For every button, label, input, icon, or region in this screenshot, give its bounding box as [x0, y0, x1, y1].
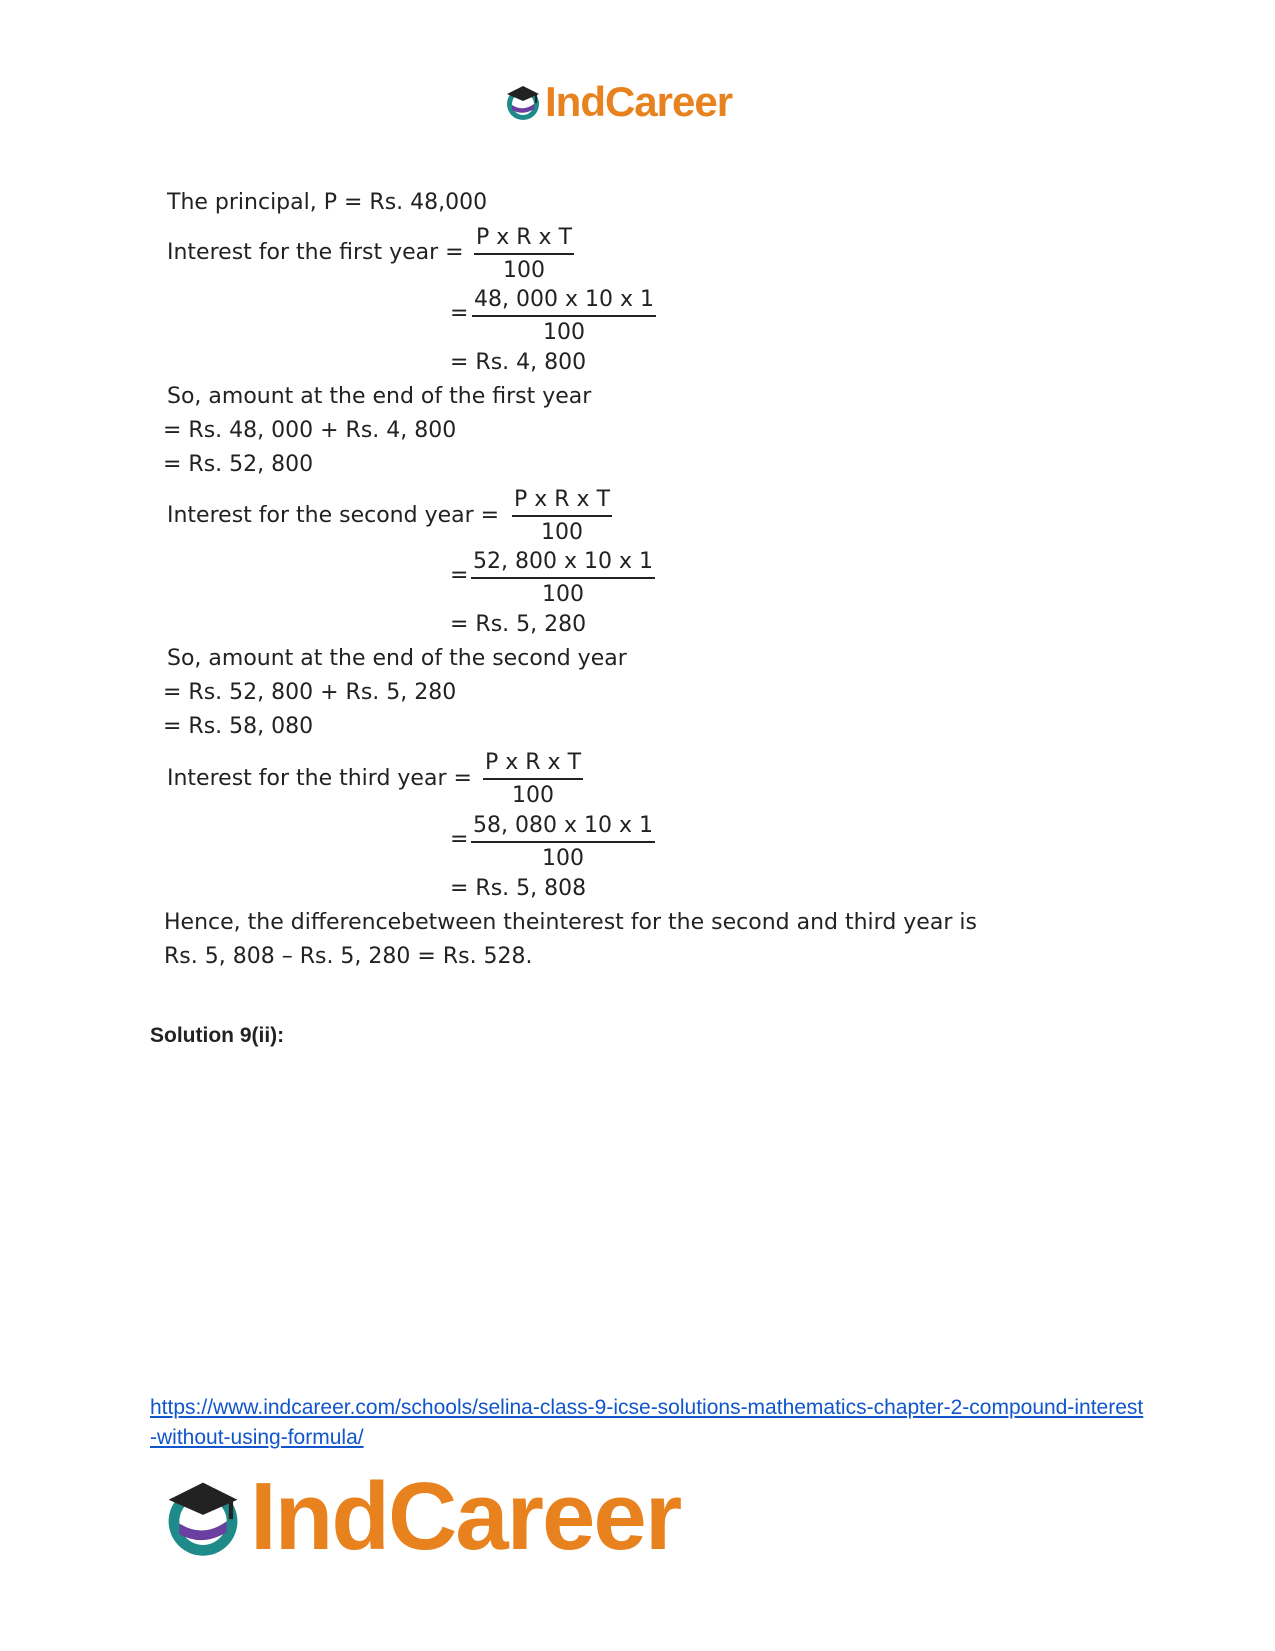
- substitution-fraction-2: [471, 551, 655, 606]
- conclusion-line-2: Rs. 5, 808 – Rs. 5, 280 = Rs. 528.: [164, 944, 533, 969]
- equals-sign: =: [450, 563, 469, 588]
- principal-line: The principal, P = Rs. 48,000: [167, 190, 488, 215]
- fraction-numerator: 58, 080 x 10 x 1: [473, 813, 653, 838]
- formula-fraction-1: [474, 227, 574, 282]
- graduation-cap-globe-icon: [160, 1474, 246, 1560]
- fraction-denominator: 100: [542, 319, 585, 345]
- equals-sign: =: [450, 827, 469, 852]
- fraction-numerator: P x R x T: [514, 487, 611, 512]
- fraction-denominator: 100: [512, 782, 554, 808]
- fraction-denominator: 100: [503, 257, 545, 283]
- fraction-numerator: 48, 000 x 10 x 1: [474, 287, 654, 312]
- formula-fraction-2: [512, 489, 612, 544]
- footer-link[interactable]: https://www.indcareer.com/schools/selina-class-9-icse-solutions-mathematics-chapter-2-compound-interest-without-using-formula/: [150, 1396, 1144, 1449]
- fraction-numerator: P x R x T: [485, 750, 582, 775]
- substitution-fraction-1: [472, 289, 656, 344]
- fraction-denominator: 100: [541, 581, 584, 607]
- interest-first-year-result: = Rs. 4, 800: [450, 350, 587, 375]
- equals-sign: =: [450, 301, 469, 326]
- fraction-numerator: P x R x T: [476, 225, 573, 250]
- interest-third-year-label: Interest for the third year =: [167, 766, 472, 791]
- fraction-denominator: 100: [541, 845, 584, 871]
- fraction-numerator: 52, 800 x 10 x 1: [473, 549, 653, 574]
- amount-first-year-result: = Rs. 52, 800: [163, 452, 314, 477]
- amount-second-year-sum: = Rs. 52, 800 + Rs. 5, 280: [163, 680, 457, 705]
- brand-name: IndCareer: [545, 78, 733, 125]
- interest-second-year-result: = Rs. 5, 280: [450, 612, 587, 637]
- fraction-denominator: 100: [541, 519, 583, 545]
- interest-third-year-result: = Rs. 5, 808: [450, 876, 587, 901]
- amount-first-year-sum: = Rs. 48, 000 + Rs. 4, 800: [163, 418, 457, 443]
- interest-first-year-label: Interest for the first year =: [167, 240, 464, 265]
- amount-first-year-label: So, amount at the end of the first year: [167, 384, 592, 409]
- formula-fraction-3: [483, 752, 583, 807]
- interest-second-year-label: Interest for the second year =: [167, 503, 500, 528]
- footer-logo: [160, 1462, 680, 1572]
- amount-second-year-result: = Rs. 58, 080: [163, 714, 314, 739]
- brand-name: IndCareer: [250, 1463, 681, 1570]
- amount-second-year-label: So, amount at the end of the second year: [167, 646, 627, 671]
- substitution-fraction-3: [471, 815, 655, 870]
- conclusion-line-1: Hence, the differencebetween theinterest for the second and third year is: [164, 910, 977, 935]
- solution-heading: Solution 9(ii):: [150, 1024, 285, 1047]
